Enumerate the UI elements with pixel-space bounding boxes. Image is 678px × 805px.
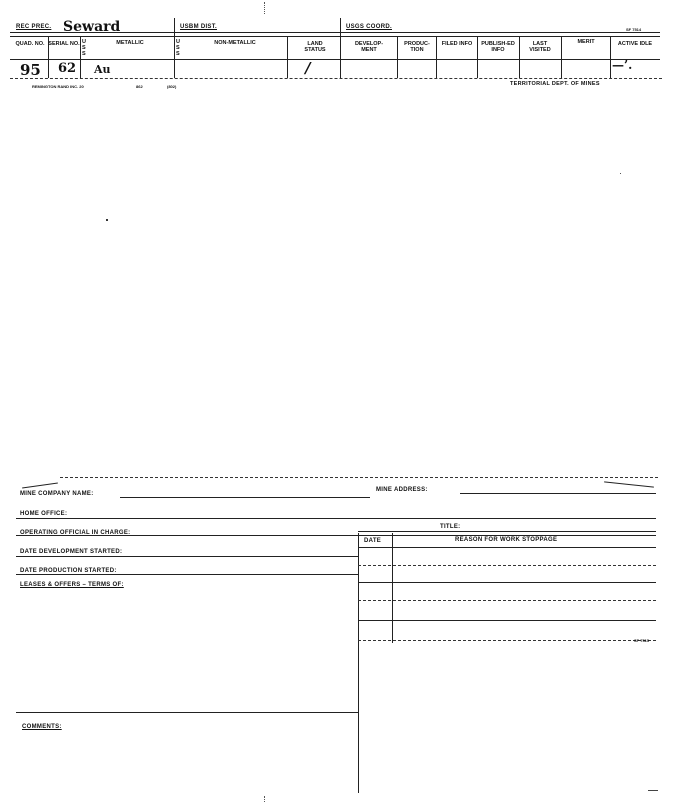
published-info-header: PUBLISH-ED INFO [481, 41, 515, 53]
operating-official-label: OPERATING OFFICIAL IN CHARGE: [20, 530, 131, 536]
non-metallic-header: NON-METALLIC [214, 40, 256, 46]
last-visited-header: LAST VISITED [529, 41, 551, 53]
speck [264, 796, 266, 802]
rec-prec-label: REC PREC. [16, 24, 52, 30]
active-idle-header: ACTIVE IDLE [617, 41, 653, 47]
mine-address-label: MINE ADDRESS: [376, 487, 428, 493]
uss-metallic-header: U S S [82, 39, 86, 57]
metallic-value: Au [94, 63, 111, 76]
top-form-code: SF 7514 [626, 27, 642, 32]
date-header: DATE [364, 538, 382, 544]
home-office-label: HOME OFFICE: [20, 511, 68, 517]
rec-prec-value: Seward [63, 19, 121, 35]
reason-header: REASON FOR WORK STOPPAGE [455, 537, 558, 543]
serial-no-value: 62 [58, 61, 77, 76]
usbm-dist-label: USBM DIST. [180, 24, 218, 30]
land-status-header: LAND STATUS [304, 41, 326, 53]
bottom-form-code: SF 7515 [634, 638, 650, 643]
date-development-label: DATE DEVELOPMENT STARTED: [20, 549, 123, 555]
footer-code: (802) [167, 84, 177, 89]
filed-info-header: FILED INFO [441, 41, 473, 47]
footer-left: REMINGTON RAND INC. 20 [32, 84, 84, 89]
speck [648, 790, 658, 791]
speck [106, 219, 108, 221]
uss-nonmetallic-header: U S S [176, 39, 180, 57]
footer-num: 862 [136, 84, 143, 89]
leases-offers-label: LEASES & OFFERS – TERMS OF: [20, 582, 124, 588]
date-production-label: DATE PRODUCTION STARTED: [20, 568, 117, 574]
land-status-value: / [305, 59, 311, 77]
title-label: TITLE: [440, 524, 461, 530]
active-idle-value: —’. [612, 58, 633, 72]
mine-company-name-label: MINE COMPANY NAME: [20, 491, 94, 497]
comments-label: COMMENTS: [22, 724, 62, 730]
speck [264, 2, 266, 14]
speck [620, 173, 621, 174]
merit-header: MERIT [577, 39, 595, 45]
footer-right: TERRITORIAL DEPT. OF MINES [510, 81, 600, 87]
quad-no-value: 95 [20, 61, 41, 79]
serial-no-header: SERIAL NO. [48, 41, 80, 47]
quad-no-header: QUAD. NO. [15, 41, 45, 47]
development-header: DEVELOP-MENT [354, 41, 384, 53]
usgs-coord-label: USGS COORD. [346, 24, 392, 30]
metallic-header: METALLIC [116, 40, 144, 46]
production-header: PRODUC-TION [404, 41, 430, 53]
